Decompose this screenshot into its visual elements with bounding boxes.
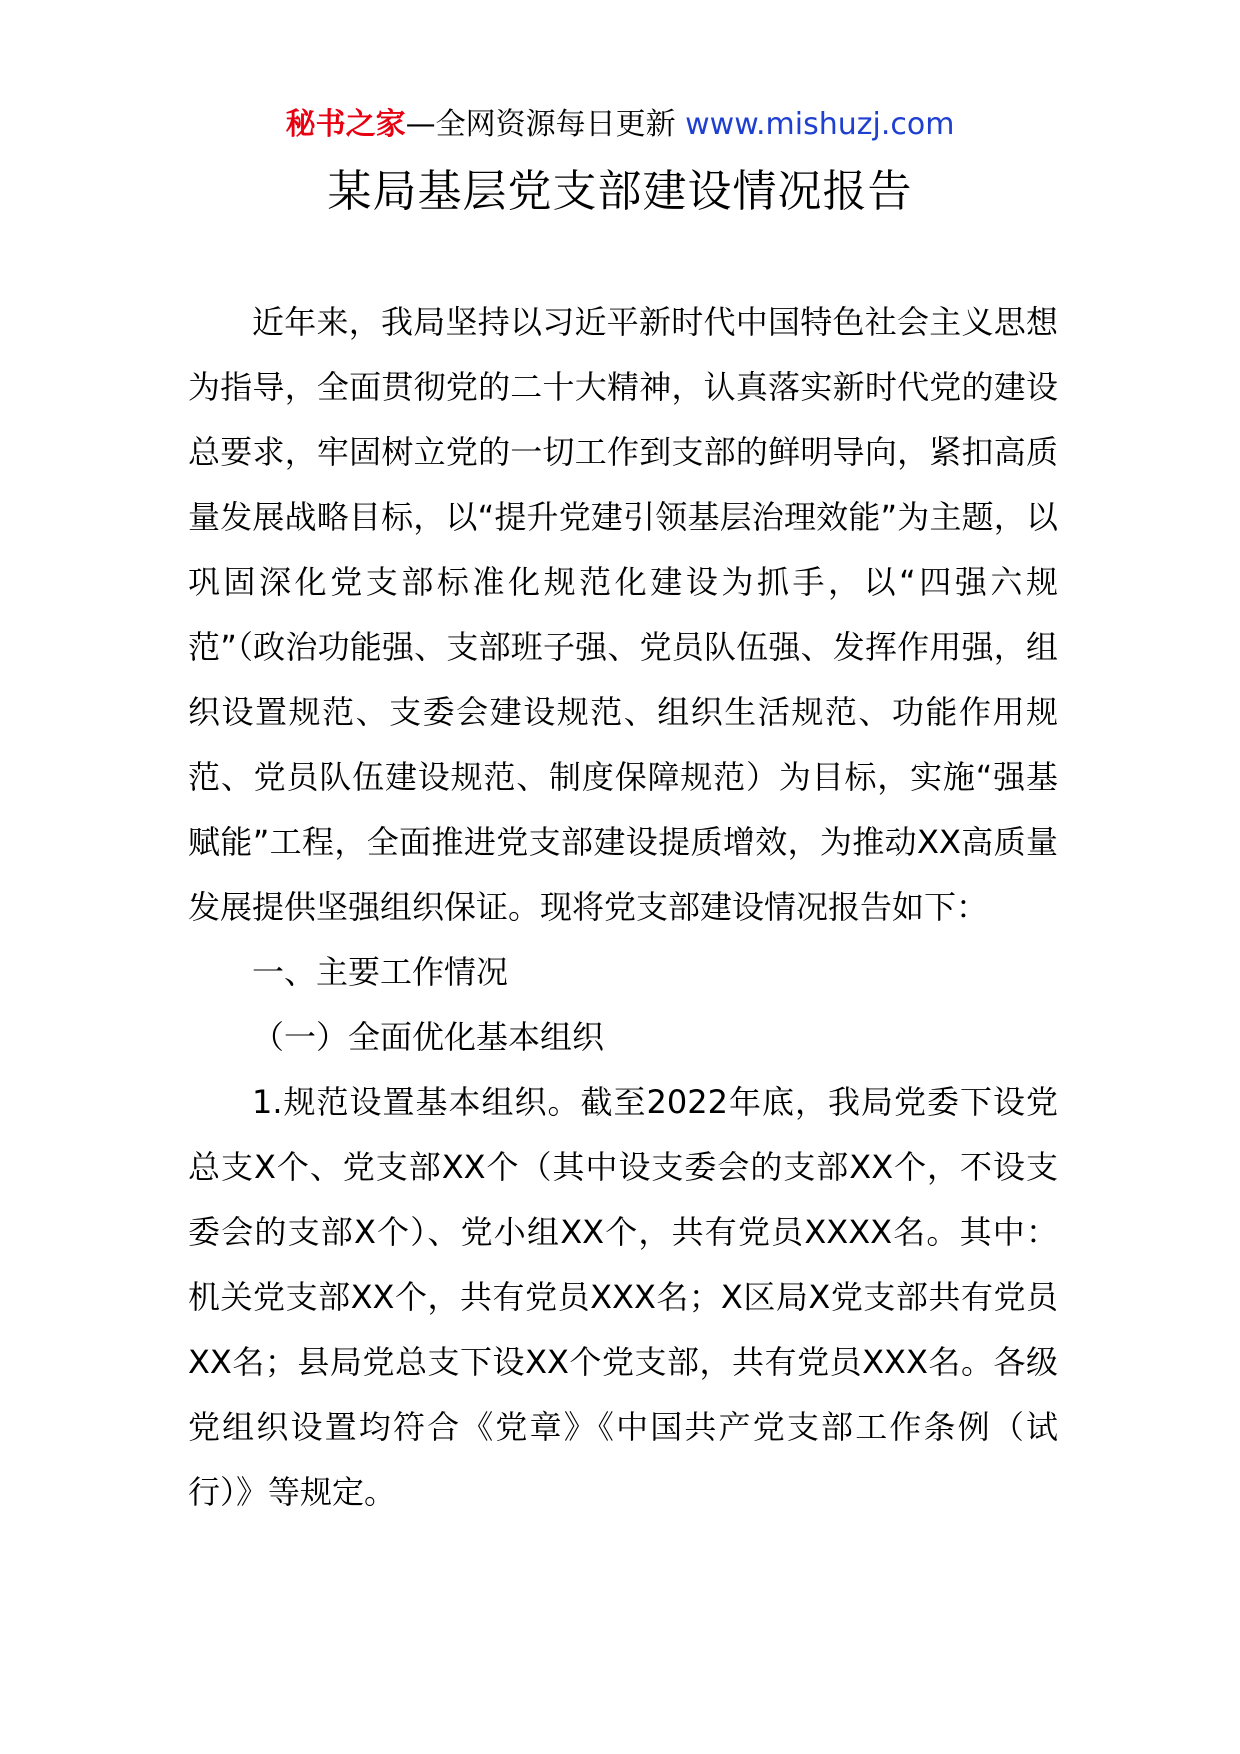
site-brand: 秘书之家 <box>285 107 406 142</box>
document-title: 某局基层党支部建设情况报告 <box>327 166 913 217</box>
site-header <box>0 100 1240 150</box>
site-tagline: —全网资源每日更新 <box>405 107 676 142</box>
paragraph-item-1: 1.规范设置基本组织。截至2022年底，我局党委下设党总支X个、党支部XX个（其中设支委会的支部XX个，不设支委会的支部X个）、党小组XX个，共有党员XXXX名。其中：机关党支部XX个，共有党员XXX名；X区局X党支部共有党员XX名；县局党总支下设XX个党支部，共有党员XXX名。各级党组织设置均符合《党章》《中国共产党支部工作条例（试行）》等规定。 <box>188 1083 1058 1511</box>
document-body <box>188 290 1058 1525</box>
site-url-link[interactable]: www.mishuzj.com <box>685 107 955 142</box>
section-heading: 一、主要工作情况 <box>252 953 509 991</box>
subsection-heading: （一）全面优化基本组织 <box>252 1018 605 1056</box>
paragraph-intro: 近年来，我局坚持以习近平新时代中国特色社会主义思想为指导，全面贯彻党的二十大精神，认真落实新时代党的建设总要求，牢固树立党的一切工作到支部的鲜明导向，紧扣高质量发展战略目标，以“提升党建引领基层治理效能”为主题，以巩固深化党支部标准化规范化建设为抓手，以“四强六规范”（政治功能强、支部班子强、党员队伍强、发挥作用强，组织设置规范、支委会建设规范、组织生活规范、功能作用规范、党员队伍建设规范、制度保障规范）为目标，实施“强基赋能”工程，全面推进党支部建设提质增效，为推动XX高质量发展提供坚强组织保证。现将党支部建设情况报告如下： <box>188 303 1058 926</box>
